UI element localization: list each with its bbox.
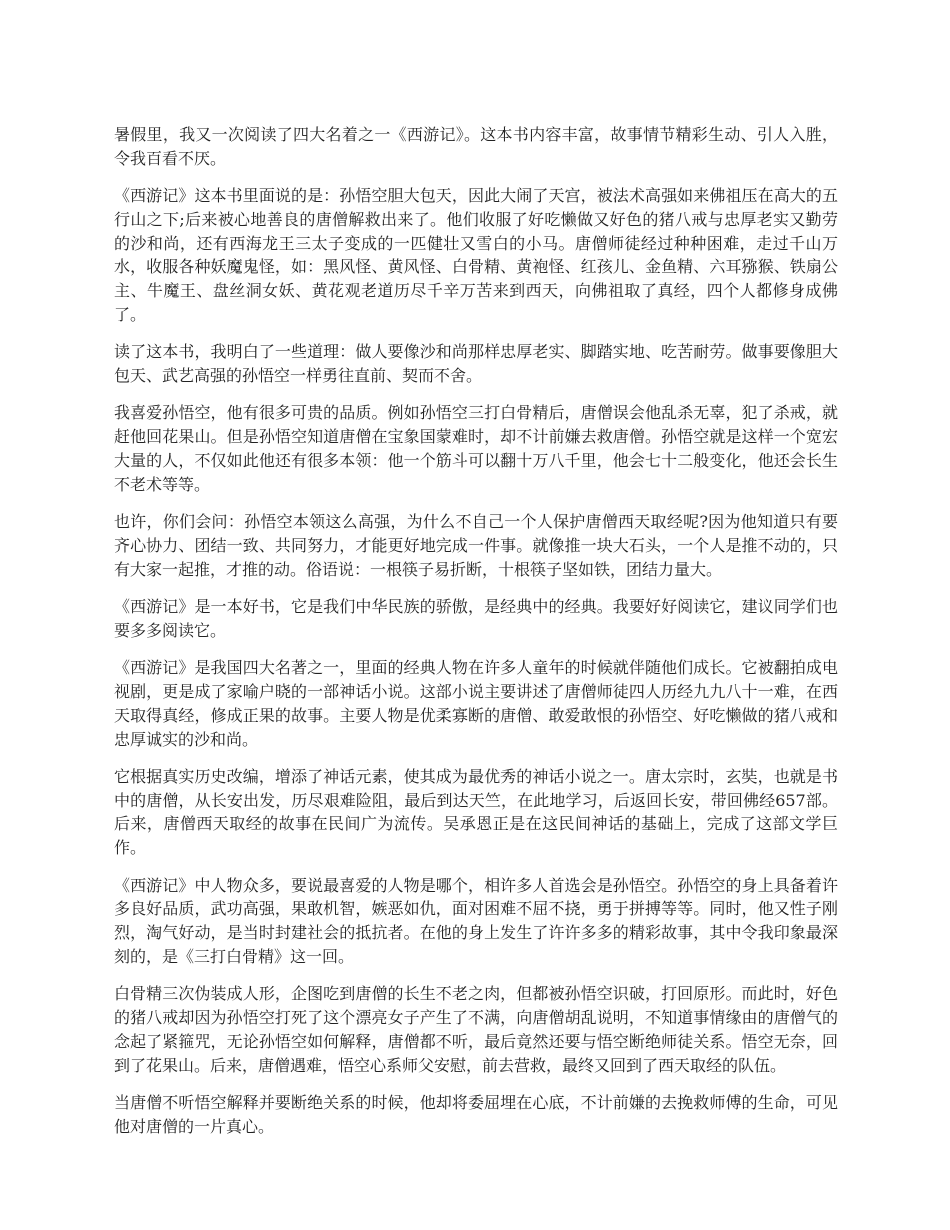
paragraph-9: 《西游记》中人物众多，要说最喜爱的人物是哪个，相许多人首选会是孙悟空。孙悟空的身上具备着许多良好品质，武功高强，果敢机智，嫉恶如仇，面对困难不屈不挠，勇于拼搏等等。同时，他又性子刚烈，淘气好动，是当时封建社会的抵抗者。在他的身上发生了许许多多的精彩故事，其中令我印象最深刻的，是《三打白骨精》这一回。 xyxy=(114,875,838,966)
document-body xyxy=(114,123,838,1152)
paragraph-10: 白骨精三次伪装成人形，企图吃到唐僧的长生不老之肉，但都被孙悟空识破，打回原形。而此时，好色的猪八戒却因为孙悟空打死了这个漂亮女子产生了不满，向唐僧胡乱说明，不知道事情缘由的唐僧气的念起了紧箍咒，无论孙悟空如何解释，唐僧都不听，最后竟然还要与悟空断绝师徒关系。悟空无奈，回到了花果山。后来，唐僧遇难，悟空心系师父安慰，前去营救，最终又回到了西天取经的队伍。 xyxy=(114,984,838,1075)
paragraph-4: 我喜爱孙悟空，他有很多可贵的品质。例如孙悟空三打白骨精后，唐僧误会他乱杀无辜，犯了杀戒，就赶他回花果山。但是孙悟空知道唐僧在宝象国蒙难时，却不计前嫌去救唐僧。孙悟空就是这样一个宽宏大量的人，不仅如此他还有很多本领：他一个筋斗可以翻十万八千里，他会七十二般变化，他还会长生不老术等等。 xyxy=(114,403,838,494)
paragraph-1: 暑假里，我又一次阅读了四大名着之一《西游记》。这本书内容丰富，故事情节精彩生动、引人入胜，令我百看不厌。 xyxy=(114,125,838,168)
paragraph-5: 也许，你们会问：孙悟空本领这么高强，为什么不自己一个人保护唐僧西天取经呢?因为他知道只有要齐心协力、团结一致、共同努力，才能更好地完成一件事。就像推一块大石头，一个人是推不动的，只有大家一起推，才推的动。俗语说：一根筷子易折断，十根筷子坚如铁，团结力量大。 xyxy=(114,512,838,579)
paragraph-2: 《西游记》这本书里面说的是：孙悟空胆大包天，因此大闹了天宫，被法术高强如来佛祖压在高大的五行山之下;后来被心地善良的唐僧解救出来了。他们收服了好吃懒做又好色的猪八戒与忠厚老实又勤劳的沙和尚，还有西海龙王三太子变成的一匹健壮又雪白的小马。唐僧师徒经过种种困难，走过千山万水，收服各种妖魔鬼怪，如：黑风怪、黄风怪、白骨精、黄袍怪、红孩儿、金鱼精、六耳猕猴、铁扇公主、牛魔王、盘丝洞女妖、黄花观老道历尽千辛万苦来到西天，向佛祖取了真经，四个人都修身成佛了。 xyxy=(114,186,838,325)
paragraph-8: 它根据真实历史改编，增添了神话元素，使其成为最优秀的神话小说之一。唐太宗时，玄奘，也就是书中的唐僧，从长安出发，历尽艰难险阻，最后到达天竺，在此地学习，后返回长安，带回佛经657部。后来，唐僧西天取经的故事在民间广为流传。吴承恩正是在这民间神话的基础上，完成了这部文学巨作。 xyxy=(114,766,838,858)
paragraph-3: 读了这本书，我明白了一些道理：做人要像沙和尚那样忠厚老实、脚踏实地、吃苦耐劳。做事要像胆大包天、武艺高强的孙悟空一样勇往直前、契而不舍。 xyxy=(114,342,838,386)
paragraph-7: 《西游记》是我国四大名著之一，里面的经典人物在许多人童年的时候就伴随他们成长。它被翻拍成电视剧，更是成了家喻户晓的一部神话小说。这部小说主要讲述了唐僧师徒四人历经九九八十一难，在西天取得真经，修成正果的故事。主要人物是优柔寡断的唐僧、敢爱敢恨的孙悟空、好吃懒做的猪八戒和忠厚诚实的沙和尚。 xyxy=(114,658,838,749)
paragraph-6: 《西游记》是一本好书，它是我们中华民族的骄傲，是经典中的经典。我要好好阅读它，建议同学们也要多多阅读它。 xyxy=(114,597,838,640)
paragraph-11: 当唐僧不听悟空解释并要断绝关系的时候，他却将委屈埋在心底，不计前嫌的去挽救师傅的生命，可见他对唐僧的一片真心。 xyxy=(114,1092,838,1136)
